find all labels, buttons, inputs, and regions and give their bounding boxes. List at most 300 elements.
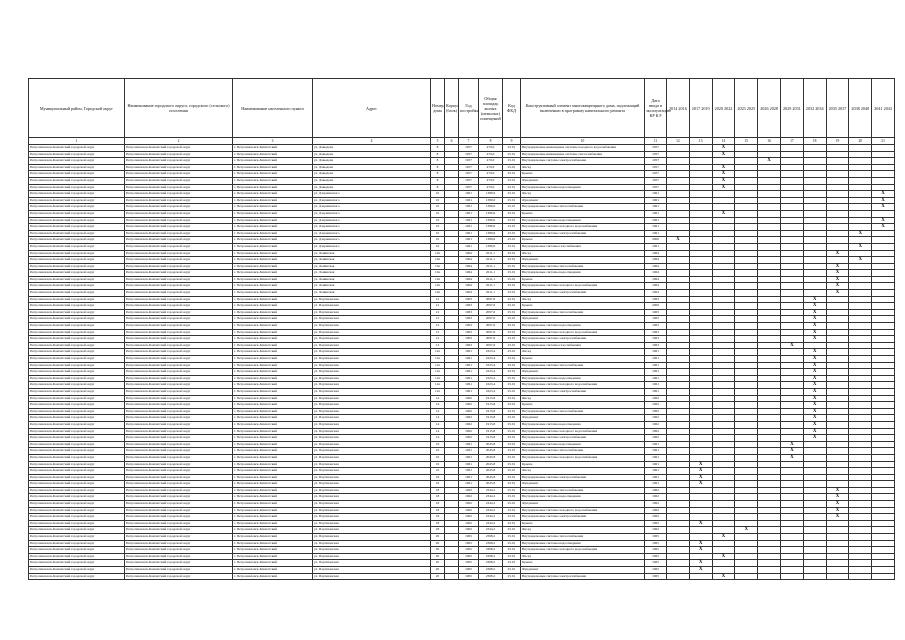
period-cell bbox=[712, 527, 735, 534]
structural-element-cell: Крыша bbox=[521, 461, 645, 468]
structural-element-cell: Внутридомовые системы холодного водоснабжения bbox=[521, 283, 645, 290]
period-cell bbox=[780, 527, 803, 534]
period-cell bbox=[872, 171, 895, 178]
district-cell: Петропавловск-Камчатский городской округ bbox=[29, 421, 125, 428]
header-cell: Конструктивный элемент многоквартирного дома, подлежащий включению в программу капитального ремонта bbox=[521, 79, 645, 138]
period-cell bbox=[758, 421, 781, 428]
period-cell bbox=[689, 276, 712, 283]
fkd-code-cell: 25.01 bbox=[503, 573, 521, 580]
period-cell bbox=[689, 191, 712, 198]
period-cell bbox=[667, 547, 690, 554]
structural-element-cell: Фасад bbox=[521, 468, 645, 475]
district-cell: Петропавловск-Камчатский городской округ bbox=[29, 356, 125, 363]
period-cell: X bbox=[826, 276, 849, 283]
period-cell bbox=[758, 250, 781, 257]
table-row bbox=[29, 276, 895, 283]
period-cell: X bbox=[803, 408, 826, 415]
area-cell: 2097,6 bbox=[479, 336, 503, 343]
column-number-cell: 19 bbox=[826, 138, 849, 145]
building-block-cell bbox=[445, 237, 459, 244]
period-cell bbox=[849, 197, 872, 204]
period-cell bbox=[689, 454, 712, 461]
district-cell: Петропавловск-Камчатский городской округ bbox=[29, 276, 125, 283]
district-cell: Петропавловск-Камчатский городской округ bbox=[29, 487, 125, 494]
district-cell: Петропавловск-Камчатский городской округ bbox=[29, 547, 125, 554]
period-cell: X bbox=[803, 428, 826, 435]
year-built-cell: 1961 bbox=[459, 210, 479, 217]
table-row bbox=[29, 388, 895, 395]
period-cell: X bbox=[872, 204, 895, 211]
commissioning-date-cell: 1961 bbox=[645, 369, 667, 376]
period-cell bbox=[872, 349, 895, 356]
period-cell bbox=[826, 454, 849, 461]
period-cell bbox=[803, 441, 826, 448]
structural-element-cell: Фундамент bbox=[521, 481, 645, 488]
header-cell: 2020 2022 bbox=[712, 79, 735, 138]
building-block-cell bbox=[445, 184, 459, 191]
structural-element-cell: Внутридомовые системы теплоснабжения bbox=[521, 534, 645, 541]
table-row bbox=[29, 204, 895, 211]
period-cell bbox=[758, 210, 781, 217]
period-cell bbox=[780, 421, 803, 428]
year-built-cell: 1965 bbox=[459, 553, 479, 560]
period-cell bbox=[780, 415, 803, 422]
building-block-cell bbox=[445, 454, 459, 461]
period-cell bbox=[849, 164, 872, 171]
period-cell bbox=[735, 573, 758, 580]
period-cell bbox=[803, 527, 826, 534]
commissioning-date-cell: 1963 bbox=[645, 309, 667, 316]
period-cell bbox=[872, 243, 895, 250]
fkd-code-cell: 25.01 bbox=[503, 276, 521, 283]
building-block-cell bbox=[445, 257, 459, 264]
period-cell bbox=[758, 553, 781, 560]
district-cell: Петропавловск-Камчатский городской округ bbox=[29, 158, 125, 165]
commissioning-date-cell: 1964 bbox=[645, 250, 667, 257]
building-block-cell bbox=[445, 210, 459, 217]
period-cell: X bbox=[689, 461, 712, 468]
building-block-cell bbox=[445, 514, 459, 521]
period-cell bbox=[780, 494, 803, 501]
address-cell: ул. Ленинская bbox=[313, 263, 431, 270]
building-block-cell bbox=[445, 145, 459, 152]
fkd-code-cell: 25.01 bbox=[503, 257, 521, 264]
period-cell bbox=[826, 520, 849, 527]
house-number-cell: 8 bbox=[431, 151, 445, 158]
table-row bbox=[29, 461, 895, 468]
period-cell bbox=[712, 349, 735, 356]
period-cell bbox=[758, 415, 781, 422]
fkd-code-cell: 25.01 bbox=[503, 514, 521, 521]
table-row bbox=[29, 527, 895, 534]
period-cell: X bbox=[712, 145, 735, 152]
year-built-cell: 1961 bbox=[459, 204, 479, 211]
period-cell bbox=[826, 197, 849, 204]
locality-cell: г. Петропавловск-Камчатский bbox=[233, 191, 313, 198]
period-cell: X bbox=[803, 356, 826, 363]
period-cell bbox=[803, 164, 826, 171]
settlement-cell: Петропавловск-Камчатский городской округ bbox=[125, 534, 233, 541]
period-cell bbox=[712, 408, 735, 415]
settlement-cell: Петропавловск-Камчатский городской округ bbox=[125, 250, 233, 257]
period-cell bbox=[712, 514, 735, 521]
district-cell: Петропавловск-Камчатский городской округ bbox=[29, 171, 125, 178]
period-cell bbox=[735, 210, 758, 217]
district-cell: Петропавловск-Камчатский городской округ bbox=[29, 448, 125, 455]
period-cell bbox=[758, 468, 781, 475]
district-cell: Петропавловск-Камчатский городской округ bbox=[29, 224, 125, 231]
header-cell: Муниципальный район, Городской округ bbox=[29, 79, 125, 138]
area-cell: 2097,6 bbox=[479, 329, 503, 336]
locality-cell: г. Петропавловск-Камчатский bbox=[233, 421, 313, 428]
period-cell bbox=[712, 428, 735, 435]
building-block-cell bbox=[445, 560, 459, 567]
house-number-cell: 12а bbox=[431, 356, 445, 363]
fkd-code-cell: 25.01 bbox=[503, 329, 521, 336]
period-cell bbox=[803, 184, 826, 191]
structural-element-cell: Фасад bbox=[521, 527, 645, 534]
period-cell bbox=[735, 501, 758, 508]
period-cell bbox=[849, 184, 872, 191]
year-built-cell: 1957 bbox=[459, 171, 479, 178]
period-cell bbox=[689, 408, 712, 415]
structural-element-cell: Внутридомовые системы теплоснабжения bbox=[521, 487, 645, 494]
table-row bbox=[29, 428, 895, 435]
period-cell bbox=[758, 375, 781, 382]
column-number-cell: 1 bbox=[29, 138, 125, 145]
period-cell bbox=[735, 197, 758, 204]
district-cell: Петропавловск-Камчатский городской округ bbox=[29, 428, 125, 435]
period-cell bbox=[826, 204, 849, 211]
period-cell bbox=[712, 257, 735, 264]
commissioning-date-cell: 1962 bbox=[645, 428, 667, 435]
period-cell bbox=[780, 316, 803, 323]
period-cell bbox=[780, 474, 803, 481]
house-number-cell: 10 bbox=[431, 224, 445, 231]
structural-element-cell: Крыша bbox=[521, 560, 645, 567]
period-cell: X bbox=[735, 527, 758, 534]
building-block-cell bbox=[445, 224, 459, 231]
period-cell bbox=[803, 553, 826, 560]
period-cell bbox=[758, 494, 781, 501]
period-cell: X bbox=[803, 323, 826, 330]
settlement-cell: Петропавловск-Камчатский городской округ bbox=[125, 362, 233, 369]
period-cell bbox=[758, 560, 781, 567]
table-row bbox=[29, 553, 895, 560]
structural-element-cell: Внутридомовые инженерные системы теплоснабжения bbox=[521, 151, 645, 158]
building-block-cell bbox=[445, 395, 459, 402]
year-built-cell: 1961 bbox=[459, 454, 479, 461]
house-number-cell: 12а bbox=[431, 369, 445, 376]
period-cell bbox=[849, 441, 872, 448]
period-cell bbox=[689, 534, 712, 541]
settlement-cell: Петропавловск-Камчатский городской округ bbox=[125, 395, 233, 402]
period-cell: X bbox=[849, 230, 872, 237]
period-cell bbox=[780, 547, 803, 554]
address-cell: ул. Партизанская bbox=[313, 356, 431, 363]
period-cell bbox=[849, 237, 872, 244]
settlement-cell: Петропавловск-Камчатский городской округ bbox=[125, 382, 233, 389]
district-cell: Петропавловск-Камчатский городской округ bbox=[29, 290, 125, 297]
period-cell bbox=[758, 547, 781, 554]
area-cell: 1915,8 bbox=[479, 428, 503, 435]
period-cell bbox=[803, 507, 826, 514]
address-cell: ул. Партизанская bbox=[313, 369, 431, 376]
building-block-cell bbox=[445, 191, 459, 198]
period-cell bbox=[872, 257, 895, 264]
period-cell bbox=[872, 415, 895, 422]
address-cell: ул. Ленинская bbox=[313, 276, 431, 283]
period-cell bbox=[780, 369, 803, 376]
area-cell: 2344,2 bbox=[479, 520, 503, 527]
period-cell bbox=[758, 540, 781, 547]
area-cell: 2097,6 bbox=[479, 342, 503, 349]
period-cell bbox=[826, 296, 849, 303]
building-block-cell bbox=[445, 303, 459, 310]
address-cell: ул. Ленинская bbox=[313, 257, 431, 264]
table-row bbox=[29, 263, 895, 270]
period-cell bbox=[689, 184, 712, 191]
settlement-cell: Петропавловск-Камчатский городской округ bbox=[125, 573, 233, 580]
building-block-cell bbox=[445, 171, 459, 178]
settlement-cell: Петропавловск-Камчатский городской округ bbox=[125, 276, 233, 283]
period-cell bbox=[667, 428, 690, 435]
period-cell bbox=[667, 270, 690, 277]
period-cell bbox=[803, 243, 826, 250]
period-cell bbox=[735, 303, 758, 310]
area-cell: 1623,4 bbox=[479, 356, 503, 363]
period-cell bbox=[758, 303, 781, 310]
period-cell bbox=[780, 501, 803, 508]
period-cell bbox=[758, 382, 781, 389]
commissioning-date-cell: 1964 bbox=[645, 263, 667, 270]
house-number-cell: 10 bbox=[431, 230, 445, 237]
period-cell bbox=[780, 520, 803, 527]
address-cell: ул. Партизанская bbox=[313, 309, 431, 316]
district-cell: Петропавловск-Камчатский городской округ bbox=[29, 534, 125, 541]
period-cell bbox=[689, 441, 712, 448]
locality-cell: г. Петропавловск-Камчатский bbox=[233, 164, 313, 171]
locality-cell: г. Петропавловск-Камчатский bbox=[233, 323, 313, 330]
house-number-cell: 14 bbox=[431, 402, 445, 409]
area-cell: 2344,2 bbox=[479, 527, 503, 534]
building-block-cell bbox=[445, 428, 459, 435]
period-cell bbox=[758, 309, 781, 316]
table-row bbox=[29, 382, 895, 389]
address-cell: ул. Партизанская bbox=[313, 573, 431, 580]
year-built-cell: 1961 bbox=[459, 356, 479, 363]
address-cell: ул. Партизанская bbox=[313, 501, 431, 508]
area-cell: 2097,6 bbox=[479, 296, 503, 303]
table-row bbox=[29, 270, 895, 277]
address-cell: ул. Партизанская bbox=[313, 388, 431, 395]
period-cell bbox=[689, 375, 712, 382]
structural-element-cell: Фундамент bbox=[521, 369, 645, 376]
period-cell bbox=[667, 210, 690, 217]
period-cell bbox=[826, 329, 849, 336]
year-built-cell: 1962 bbox=[459, 520, 479, 527]
area-cell: 2368,2 bbox=[479, 540, 503, 547]
year-built-cell: 1961 bbox=[459, 448, 479, 455]
column-number-cell: 20 bbox=[849, 138, 872, 145]
column-number-cell: 12 bbox=[667, 138, 690, 145]
column-number-cell: 13 bbox=[689, 138, 712, 145]
period-cell bbox=[826, 336, 849, 343]
table-row bbox=[29, 323, 895, 330]
period-cell: X bbox=[803, 402, 826, 409]
period-cell: X bbox=[803, 309, 826, 316]
header-cell: Наименование городского округа, городского (сельского) поселения bbox=[125, 79, 233, 138]
period-cell bbox=[689, 435, 712, 442]
period-cell bbox=[667, 184, 690, 191]
period-cell bbox=[826, 395, 849, 402]
period-cell bbox=[849, 217, 872, 224]
period-cell bbox=[735, 408, 758, 415]
district-cell: Петропавловск-Камчатский городской округ bbox=[29, 151, 125, 158]
period-cell: X bbox=[849, 257, 872, 264]
table-row bbox=[29, 356, 895, 363]
house-number-cell: 20 bbox=[431, 567, 445, 574]
structural-element-cell: Внутридомовые системы водоотведения bbox=[521, 375, 645, 382]
district-cell: Петропавловск-Камчатский городской округ bbox=[29, 362, 125, 369]
district-cell: Петропавловск-Камчатский городской округ bbox=[29, 474, 125, 481]
locality-cell: г. Петропавловск-Камчатский bbox=[233, 316, 313, 323]
address-cell: ул. Партизанская bbox=[313, 362, 431, 369]
period-cell bbox=[735, 276, 758, 283]
period-cell: X bbox=[826, 290, 849, 297]
commissioning-date-cell: 1961 bbox=[645, 349, 667, 356]
commissioning-date-cell: 1963 bbox=[645, 329, 667, 336]
building-block-cell bbox=[445, 553, 459, 560]
fkd-code-cell: 25.01 bbox=[503, 263, 521, 270]
period-cell bbox=[780, 468, 803, 475]
period-cell bbox=[667, 388, 690, 395]
address-cell: ул. Партизанская bbox=[313, 567, 431, 574]
area-cell: 1380,6 bbox=[479, 243, 503, 250]
period-cell bbox=[803, 474, 826, 481]
period-cell bbox=[667, 369, 690, 376]
house-number-cell: 20 bbox=[431, 547, 445, 554]
period-cell bbox=[735, 375, 758, 382]
commissioning-date-cell: 1964 bbox=[645, 276, 667, 283]
period-cell bbox=[689, 145, 712, 152]
period-cell: X bbox=[826, 250, 849, 257]
locality-cell: г. Петропавловск-Камчатский bbox=[233, 257, 313, 264]
period-cell bbox=[780, 230, 803, 237]
period-cell bbox=[758, 487, 781, 494]
structural-element-cell: Внутридомовые системы водоотведения bbox=[521, 323, 645, 330]
commissioning-date-cell: 1957 bbox=[645, 164, 667, 171]
area-cell: 1915,8 bbox=[479, 415, 503, 422]
period-cell: X bbox=[780, 454, 803, 461]
period-cell bbox=[849, 388, 872, 395]
address-cell: ул. Давыдова bbox=[313, 158, 431, 165]
period-cell bbox=[780, 336, 803, 343]
period-cell bbox=[667, 415, 690, 422]
address-cell: ул. Дзержинского bbox=[313, 217, 431, 224]
address-cell: ул. Партизанская bbox=[313, 342, 431, 349]
period-cell bbox=[735, 560, 758, 567]
period-cell bbox=[689, 237, 712, 244]
column-number-cell: 2 bbox=[125, 138, 233, 145]
period-cell bbox=[849, 428, 872, 435]
period-cell bbox=[758, 329, 781, 336]
period-cell bbox=[667, 567, 690, 574]
period-cell bbox=[667, 362, 690, 369]
period-cell bbox=[758, 402, 781, 409]
area-cell: 2011,1 bbox=[479, 263, 503, 270]
period-cell bbox=[872, 276, 895, 283]
period-cell bbox=[667, 534, 690, 541]
settlement-cell: Петропавловск-Камчатский городской округ bbox=[125, 151, 233, 158]
district-cell: Петропавловск-Камчатский городской округ bbox=[29, 270, 125, 277]
locality-cell: г. Петропавловск-Камчатский bbox=[233, 329, 313, 336]
house-number-cell: 8 bbox=[431, 164, 445, 171]
period-cell bbox=[849, 534, 872, 541]
commissioning-date-cell: 1961 bbox=[645, 197, 667, 204]
settlement-cell: Петропавловск-Камчатский городской округ bbox=[125, 184, 233, 191]
period-cell bbox=[826, 177, 849, 184]
period-cell bbox=[735, 309, 758, 316]
settlement-cell: Петропавловск-Камчатский городской округ bbox=[125, 303, 233, 310]
period-cell bbox=[849, 151, 872, 158]
area-cell: 1623,4 bbox=[479, 375, 503, 382]
area-cell: 2344,2 bbox=[479, 494, 503, 501]
settlement-cell: Петропавловск-Камчатский городской округ bbox=[125, 435, 233, 442]
year-built-cell: 1965 bbox=[459, 534, 479, 541]
period-cell bbox=[872, 520, 895, 527]
period-cell bbox=[849, 303, 872, 310]
structural-element-cell: Крыша bbox=[521, 210, 645, 217]
house-number-cell: 12а bbox=[431, 375, 445, 382]
period-cell bbox=[826, 171, 849, 178]
fkd-code-cell: 25.01 bbox=[503, 210, 521, 217]
settlement-cell: Петропавловск-Камчатский городской округ bbox=[125, 263, 233, 270]
commissioning-date-cell: 1961 bbox=[645, 468, 667, 475]
locality-cell: г. Петропавловск-Камчатский bbox=[233, 534, 313, 541]
period-cell bbox=[780, 296, 803, 303]
period-cell bbox=[689, 573, 712, 580]
address-cell: ул. Партизанская bbox=[313, 316, 431, 323]
structural-element-cell: Внутридомовые системы теплоснабжения bbox=[521, 448, 645, 455]
year-built-cell: 1965 bbox=[459, 547, 479, 554]
district-cell: Петропавловск-Камчатский городской округ bbox=[29, 560, 125, 567]
period-cell bbox=[849, 501, 872, 508]
fkd-code-cell: 25.01 bbox=[503, 375, 521, 382]
house-number-cell: 16 bbox=[431, 448, 445, 455]
area-cell: 1623,4 bbox=[479, 369, 503, 376]
period-cell bbox=[826, 540, 849, 547]
building-block-cell bbox=[445, 151, 459, 158]
district-cell: Петропавловск-Камчатский городской округ bbox=[29, 349, 125, 356]
period-cell bbox=[826, 224, 849, 231]
period-cell bbox=[712, 290, 735, 297]
period-cell bbox=[735, 474, 758, 481]
year-built-cell: 1962 bbox=[459, 435, 479, 442]
period-cell bbox=[712, 316, 735, 323]
fkd-code-cell: 25.01 bbox=[503, 553, 521, 560]
address-cell: ул. Партизанская bbox=[313, 448, 431, 455]
period-cell bbox=[826, 316, 849, 323]
period-cell bbox=[735, 382, 758, 389]
period-cell bbox=[803, 487, 826, 494]
area-cell: 1915,8 bbox=[479, 435, 503, 442]
house-number-cell: 10а bbox=[431, 276, 445, 283]
address-cell: ул. Партизанская bbox=[313, 481, 431, 488]
period-cell bbox=[689, 171, 712, 178]
period-cell bbox=[758, 145, 781, 152]
area-cell: 2011,1 bbox=[479, 290, 503, 297]
